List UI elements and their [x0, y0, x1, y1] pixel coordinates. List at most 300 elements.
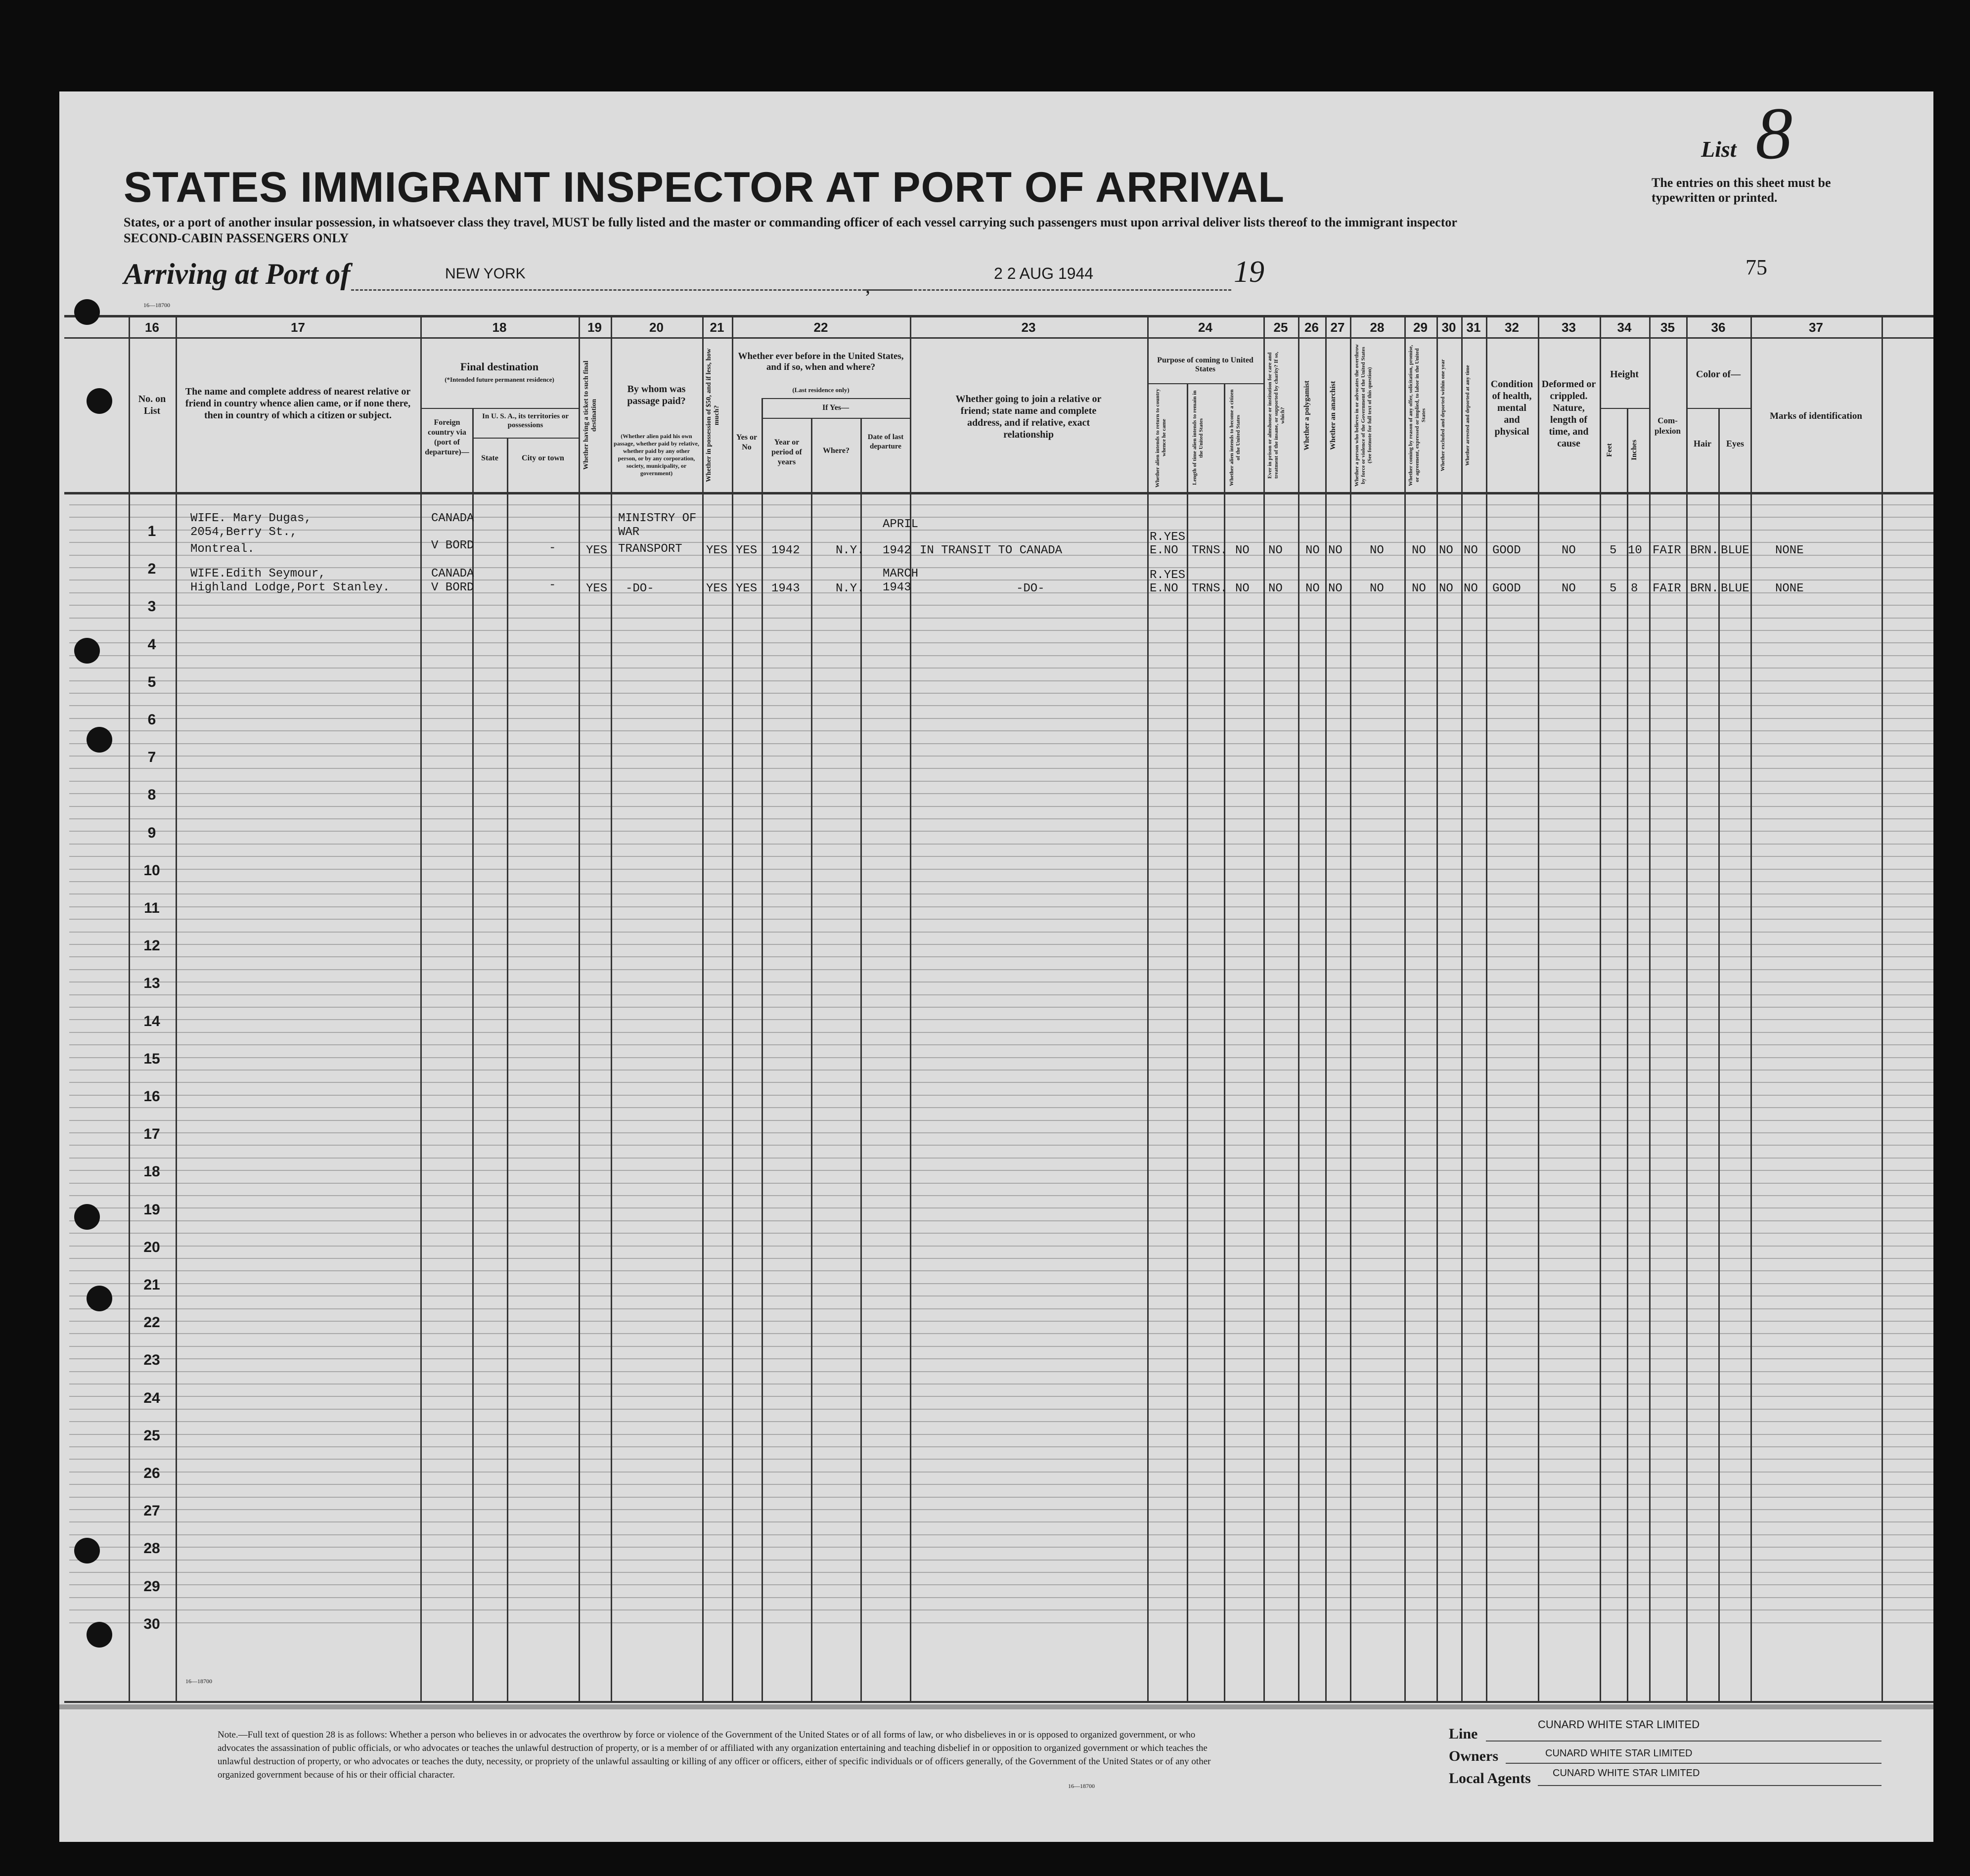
- ruled-line: [69, 1497, 1933, 1498]
- hdr-state: State: [481, 454, 498, 462]
- row2-feet: 5: [1610, 582, 1617, 595]
- col-line-36: [1686, 315, 1688, 1701]
- hdr-city: City or town: [522, 454, 564, 462]
- ruled-line: [69, 605, 1933, 606]
- row1-purpose-e: E.NO: [1150, 544, 1178, 557]
- agents-label: Local Agents: [1449, 1770, 1531, 1787]
- row2-eyes: BLUE: [1721, 582, 1749, 595]
- row-number: 26: [143, 1465, 160, 1481]
- port-value: NEW YORK: [445, 266, 526, 282]
- hdr-feet: Feet: [1606, 443, 1613, 457]
- row-number: 2: [147, 561, 156, 578]
- row2-length: TRNS.: [1192, 582, 1228, 595]
- ruled-line: [69, 1358, 1933, 1359]
- colno-34: 34: [1617, 320, 1632, 335]
- ruled-line: [69, 1019, 1933, 1020]
- hdr-marks: Marks of identification: [1770, 411, 1862, 421]
- ruled-line: [69, 618, 1933, 619]
- colno-18: 18: [492, 320, 507, 335]
- ruled-line: [69, 1158, 1933, 1159]
- line-label: Line: [1449, 1726, 1478, 1742]
- col-line-24a: [1187, 383, 1188, 1701]
- colno-16: 16: [145, 320, 159, 335]
- ruled-line: [69, 542, 1933, 543]
- ruled-line: [69, 718, 1933, 719]
- ruled-line: [69, 893, 1933, 894]
- col-line-21: [702, 315, 704, 1701]
- row2-relative-line2: Highland Lodge,Port Stanley.: [190, 581, 390, 594]
- ruled-line: [69, 881, 1933, 882]
- row-number: 15: [143, 1050, 160, 1067]
- header-bottom-border: [64, 492, 1933, 494]
- colno-33: 33: [1562, 320, 1576, 335]
- ruled-line: [69, 1609, 1933, 1610]
- ruled-line: [69, 1044, 1933, 1045]
- ruled-line: [69, 1308, 1933, 1309]
- colno-28: 28: [1370, 320, 1385, 335]
- ruled-line: [69, 1145, 1933, 1146]
- hdr-complexion: Complexion: [1655, 416, 1681, 436]
- form-code-bottom: 16—18700: [185, 1678, 212, 1685]
- row1-relative-line3: Montreal.: [190, 542, 255, 556]
- owners-label: Owners: [1449, 1748, 1498, 1764]
- row2-purpose-r: R.YES: [1150, 569, 1186, 582]
- hdr-inches: Inches: [1630, 440, 1638, 460]
- hdr-prison: Ever in prison or almshouse or institution for care and treatment of the insane, or supported by charity? If so, which?: [1267, 352, 1286, 479]
- ruled-line: [69, 705, 1933, 706]
- hdr-q31: Whether arrested and deported at any time: [1465, 365, 1471, 466]
- colno-24: 24: [1198, 320, 1212, 335]
- row1-length: TRNS.: [1192, 544, 1228, 557]
- row-number: 3: [147, 598, 156, 615]
- row1-relative-line2: 2054,Berry St.,: [190, 526, 298, 539]
- colno-21: 21: [710, 320, 724, 335]
- ruled-line: [69, 1572, 1933, 1573]
- ruled-line: [69, 743, 1933, 744]
- ruled-line: [69, 1283, 1933, 1284]
- col-line-27: [1325, 315, 1327, 1701]
- binder-hole: [74, 638, 100, 664]
- col-line-37: [1750, 315, 1752, 1701]
- col-line-32: [1486, 315, 1487, 1701]
- row-number: 10: [143, 862, 160, 879]
- row1-marks: NONE: [1775, 544, 1804, 557]
- row-number: 17: [143, 1126, 160, 1143]
- row1-citizen: NO: [1235, 544, 1250, 557]
- ruled-line: [69, 693, 1933, 694]
- colno-32: 32: [1505, 320, 1519, 335]
- hdr-yes-no: Yes or No: [736, 433, 758, 451]
- col-line-34a: [1627, 408, 1628, 1701]
- col-line-29: [1404, 315, 1406, 1701]
- comma: ,: [865, 275, 870, 297]
- row-number: 20: [143, 1239, 160, 1255]
- colno-31: 31: [1466, 320, 1481, 335]
- ruled-line: [69, 1032, 1933, 1033]
- hdr-final-destination: Final destination: [460, 360, 539, 373]
- ruled-line: [69, 1509, 1933, 1510]
- hdr-year-period: Year or period of years: [771, 438, 802, 466]
- ruled-line: [69, 1195, 1933, 1196]
- ruled-line: [69, 1547, 1933, 1548]
- row1-year: 1942: [771, 544, 800, 557]
- hdr-polygamist: Whether a polygamist: [1303, 380, 1311, 450]
- ruled-line: [69, 956, 1933, 957]
- row-number: 11: [144, 900, 160, 916]
- binder-hole: [74, 299, 100, 325]
- list-label: List: [1701, 136, 1737, 162]
- col-line-24b: [1224, 383, 1225, 1701]
- row1-hair: BRN.: [1690, 544, 1719, 557]
- footer-divider: [59, 1704, 1933, 1709]
- ruled-line: [69, 781, 1933, 782]
- ruled-line: [69, 1170, 1933, 1171]
- row2-marks: NONE: [1775, 582, 1804, 595]
- col-line-26: [1298, 315, 1299, 1701]
- row1-polygamist: NO: [1305, 544, 1320, 557]
- hdr-anarchist: Whether an anarchist: [1329, 381, 1337, 450]
- colno-37: 37: [1809, 320, 1823, 335]
- row-number: 25: [143, 1427, 160, 1444]
- col-line-18b: [507, 438, 508, 1701]
- row2-inches: 8: [1631, 582, 1638, 595]
- binder-hole: [87, 1622, 112, 1648]
- ruled-line: [69, 1082, 1933, 1083]
- hdr-join-relative: Whether going to join a relative or friend; state name and complete address, and if relative, exact relationship: [955, 394, 1102, 440]
- row-number: 13: [143, 975, 160, 992]
- row2-possession: YES: [706, 582, 728, 595]
- ruled-line: [69, 768, 1933, 769]
- year-label: 19: [1234, 255, 1264, 289]
- ruled-line: [69, 1333, 1933, 1334]
- col-line-22b: [811, 418, 812, 1701]
- col-line-22: [732, 315, 733, 1701]
- ruled-line: [69, 1007, 1933, 1008]
- hdr-purpose-b: Length of time alien intends to remain in the United States: [1192, 390, 1204, 486]
- ruled-line: [69, 1484, 1933, 1485]
- ruled-line: [69, 668, 1933, 669]
- row-number: 4: [147, 636, 156, 653]
- list-number: 8: [1755, 92, 1792, 175]
- row-number: 14: [143, 1013, 160, 1029]
- ruled-line: [69, 517, 1933, 518]
- row2-ever-before: YES: [736, 582, 758, 595]
- row-number: 29: [143, 1578, 160, 1595]
- ruled-line: [69, 844, 1933, 845]
- row2-departure-month: MARCH: [883, 567, 919, 581]
- ruled-line: [69, 1421, 1933, 1422]
- ruled-line: [69, 1107, 1933, 1108]
- row1-complexion: FAIR: [1653, 544, 1681, 557]
- hdr-purpose-c: Whether alien intends to become a citizen of the United States: [1229, 389, 1241, 487]
- row2-hair: BRN.: [1690, 582, 1719, 595]
- row1-passage-line3: TRANSPORT: [618, 542, 682, 556]
- ruled-line: [69, 1346, 1933, 1347]
- form-code-top: 16—18700: [143, 302, 170, 309]
- colno-29: 29: [1413, 320, 1428, 335]
- ruled-line: [69, 1321, 1933, 1322]
- ruled-line: [69, 1270, 1933, 1271]
- ruled-line: [69, 1409, 1933, 1410]
- col-line-31: [1461, 315, 1463, 1701]
- col-line-17: [176, 315, 177, 1701]
- binder-hole: [87, 1286, 112, 1311]
- row2-join: -DO-: [1016, 582, 1045, 595]
- hdr-where: Where?: [823, 447, 850, 455]
- ruled-line: [69, 1597, 1933, 1598]
- colno-27: 27: [1330, 320, 1345, 335]
- ruled-line: [69, 1384, 1933, 1385]
- owners-underline: [1506, 1763, 1881, 1764]
- ruled-line: [69, 1120, 1933, 1121]
- ruled-line: [69, 567, 1933, 568]
- row1-inches: 10: [1628, 544, 1642, 557]
- col-line-18: [420, 315, 422, 1701]
- row-number: 8: [147, 787, 156, 804]
- col-line-34: [1600, 315, 1601, 1701]
- row-number: 12: [143, 938, 160, 954]
- ruled-line: [69, 1258, 1933, 1259]
- ruled-line: [69, 1396, 1933, 1397]
- hdr-height: Height: [1610, 369, 1639, 380]
- col-line-22c: [860, 418, 862, 1701]
- row1-eyes: BLUE: [1721, 544, 1749, 557]
- subline-22: [761, 398, 910, 399]
- hdr-possession: Whether in possession of $50, and if less, how much?: [705, 348, 720, 483]
- ruled-line: [69, 680, 1933, 681]
- row-number: 24: [143, 1389, 160, 1406]
- row1-departure-year: 1942: [883, 544, 911, 557]
- row1-departure-month: APRIL: [883, 518, 919, 531]
- hdr-if-yes: If Yes—: [822, 403, 850, 412]
- hdr-deformed: Deformed or crippled. Nature, length of time, and cause: [1541, 379, 1596, 449]
- row-number: 19: [143, 1201, 160, 1218]
- row1-relative-line1: WIFE. Mary Dugas,: [190, 512, 312, 525]
- ruled-line: [69, 1183, 1933, 1184]
- ruled-line: [69, 1434, 1933, 1435]
- line-value: CUNARD WHITE STAR LIMITED: [1538, 1718, 1700, 1731]
- subline-22b: [761, 418, 910, 419]
- port-underline: [351, 289, 910, 291]
- hdr-q28: Whether a person who believes in or advocates the overthrow by force or violence of the Government of the United States (See footnote for full text of this question): [1354, 344, 1373, 487]
- ruled-line: [69, 1057, 1933, 1058]
- row1-purpose-r: R.YES: [1150, 531, 1186, 544]
- hdr-passage-note: (Whether alien paid his own passage, whether paid by relative, whether paid by any other person, or by any corporation, society, municipality, or government): [614, 433, 699, 477]
- ruled-line: [69, 1295, 1933, 1296]
- ruled-line: [69, 1207, 1933, 1208]
- ruled-line: [69, 530, 1933, 531]
- ruled-line: [69, 756, 1933, 757]
- row-number: 28: [143, 1540, 160, 1557]
- row1-q29: NO: [1412, 544, 1426, 557]
- page-subtitle: States, or a port of another insular possession, in whatsoever class they travel, MUST be fully listed and the master or commanding officer of each vessel carrying such passengers must upon arrival deliver lists thereof to the immigrant inspector: [124, 215, 1457, 229]
- hdr-purpose: Purpose of coming to United States: [1157, 356, 1254, 373]
- footer-note: Note.—Full text of question 28 is as follows: Whether a person who believes in or advocates the overthrow by force or violence of the Government of the United States or of all forms of law, or who disbelieves in or is opposed to organized government, or who advocates the assassination of public officials, or who advocates or teaches the unlawful destruction of property, or is a member of or affiliated with any organization entertaining and teaching disbelief in or opposition to organized government or which teaches the unlawful destruction of property, or who advocates or teaches the duty, necessity, or propriety of the unlawful assaulting or killing of any officer or officers, either of specific individuals or of officers generally, of the Government of the United States or of any other organized government because of his or their official character.: [218, 1730, 1211, 1780]
- hdr-foreign-country: Foreign country via (port of departure)—: [425, 418, 469, 456]
- col-line-36a: [1718, 408, 1720, 1701]
- row2-q29: NO: [1412, 582, 1426, 595]
- ruled-line: [69, 504, 1933, 505]
- ruled-line: [69, 944, 1933, 945]
- subline-18: [420, 408, 579, 409]
- row1-deformed: NO: [1562, 544, 1576, 557]
- ruled-line: [69, 906, 1933, 907]
- row2-where: N.Y.: [836, 582, 864, 595]
- ruled-line: [69, 1521, 1933, 1522]
- row1-anarchist: NO: [1328, 544, 1343, 557]
- row1-possession: YES: [706, 544, 728, 557]
- col-line-16: [129, 315, 130, 1701]
- binder-hole: [74, 1538, 100, 1563]
- page-title: STATES IMMIGRANT INSPECTOR AT PORT OF ARRIVAL: [124, 164, 1285, 211]
- row2-passage: -DO-: [626, 582, 654, 595]
- ruled-line: [69, 1233, 1933, 1234]
- row2-purpose-e: E.NO: [1150, 582, 1178, 595]
- hdr-in-usa: In U. S. A., its territories or possessions: [482, 412, 569, 429]
- row2-city: -: [549, 579, 556, 592]
- ruled-line: [69, 1246, 1933, 1247]
- hdr-relative-address: The name and complete address of nearest relative or friend in country whence alien came, or if none there, then in country of which a citizen or subject.: [185, 386, 411, 421]
- row2-q28: NO: [1370, 582, 1384, 595]
- ruled-line: [69, 630, 1933, 631]
- subline-36: [1686, 408, 1750, 409]
- row2-q30: NO: [1439, 582, 1453, 595]
- ruled-line: [69, 1622, 1933, 1623]
- row2-port-departure: V BORD: [431, 581, 474, 594]
- row2-departure-year: 1943: [883, 581, 911, 594]
- colno-30: 30: [1441, 320, 1456, 335]
- ruled-line: [69, 869, 1933, 870]
- colno-26: 26: [1304, 320, 1319, 335]
- ruled-line: [69, 730, 1933, 731]
- row2-anarchist: NO: [1328, 582, 1343, 595]
- ruled-line: [69, 793, 1933, 794]
- subline-24: [1147, 383, 1263, 384]
- ruled-line: [69, 1070, 1933, 1071]
- subline-18b: [472, 438, 579, 439]
- row1-city: -: [549, 541, 556, 555]
- row-number: 1: [147, 523, 156, 539]
- row1-prison: NO: [1268, 544, 1283, 557]
- binder-hole: [74, 1204, 100, 1230]
- binder-hole: [87, 388, 112, 414]
- ruled-line: [69, 1220, 1933, 1221]
- col-line-22a: [761, 398, 763, 1701]
- hdr-passage-paid: By whom was passage paid?: [627, 384, 686, 406]
- row2-foreign-country: CANADA: [431, 567, 474, 581]
- row1-foreign-country: CANADA: [431, 512, 474, 525]
- row1-ticket: YES: [586, 544, 608, 557]
- ruled-line: [69, 1095, 1933, 1096]
- colno-17: 17: [291, 320, 305, 335]
- ruled-line: [69, 831, 1933, 832]
- hdr-color-of: Color of—: [1696, 369, 1741, 380]
- ruled-line: [69, 1371, 1933, 1372]
- hdr-q30: Whether excluded and deported within one year: [1440, 359, 1446, 472]
- colno-23: 23: [1021, 320, 1036, 335]
- date-underline: [865, 289, 1231, 291]
- row-number: 9: [147, 824, 156, 841]
- ruled-line: [69, 1534, 1933, 1535]
- row2-polygamist: NO: [1305, 582, 1320, 595]
- colno-20: 20: [649, 320, 664, 335]
- hdr-ever-before: Whether ever before in the United States, and if so, when and where?: [738, 351, 904, 372]
- row1-port-departure: V BORD: [431, 539, 474, 552]
- hdr-no-on-list: No. on List: [138, 394, 166, 416]
- row2-complexion: FAIR: [1653, 582, 1681, 595]
- row1-feet: 5: [1610, 544, 1617, 557]
- row1-q31: NO: [1464, 544, 1478, 557]
- table-bottom-border: [64, 1701, 1933, 1703]
- binder-hole: [87, 727, 112, 753]
- row-number: 27: [143, 1503, 160, 1519]
- ruled-line: [69, 1560, 1933, 1561]
- ruled-line: [69, 1472, 1933, 1473]
- colno-25: 25: [1273, 320, 1288, 335]
- line-underline: [1486, 1741, 1881, 1742]
- agents-value: CUNARD WHITE STAR LIMITED: [1553, 1768, 1700, 1779]
- ruled-line: [69, 919, 1933, 920]
- row2-citizen: NO: [1235, 582, 1250, 595]
- arriving-label: Arriving at Port of: [124, 258, 351, 290]
- col-line-19: [579, 315, 580, 1701]
- colno-36: 36: [1711, 320, 1726, 335]
- col-line-28: [1350, 315, 1351, 1701]
- ruled-line: [69, 856, 1933, 857]
- row-number: 7: [147, 749, 156, 766]
- col-line-20: [611, 315, 612, 1701]
- row-number: 16: [143, 1088, 160, 1105]
- ruled-line: [69, 994, 1933, 995]
- ruled-line: [69, 1584, 1933, 1585]
- ruled-line: [69, 1459, 1933, 1460]
- ruled-line: [69, 806, 1933, 807]
- row-number: 22: [143, 1314, 160, 1331]
- row2-health: GOOD: [1492, 582, 1521, 595]
- row-number: 6: [147, 712, 156, 728]
- ruled-line: [69, 1446, 1933, 1447]
- class-line: SECOND-CABIN PASSENGERS ONLY: [124, 231, 349, 245]
- ruled-line: [69, 642, 1933, 643]
- colno-35: 35: [1660, 320, 1675, 335]
- hdr-eyes: Eyes: [1726, 439, 1744, 448]
- row1-passage-line1: MINISTRY OF: [618, 512, 697, 525]
- ruled-line: [69, 655, 1933, 656]
- col-line-30: [1436, 315, 1438, 1701]
- arrival-date: 2 2 AUG 1944: [994, 265, 1094, 282]
- agents-underline: [1538, 1785, 1881, 1786]
- row-number: 5: [147, 673, 156, 690]
- col-line-33: [1538, 315, 1539, 1701]
- ruled-line: [69, 818, 1933, 819]
- owners-value: CUNARD WHITE STAR LIMITED: [1545, 1748, 1693, 1759]
- col-line-18a: [472, 408, 474, 1701]
- ruled-line: [69, 1132, 1933, 1133]
- row-number: 23: [143, 1352, 160, 1369]
- hdr-hair: Hair: [1694, 439, 1711, 448]
- table-top-border: [64, 315, 1933, 317]
- row2-prison: NO: [1268, 582, 1283, 595]
- row1-q28: NO: [1370, 544, 1384, 557]
- ruled-line: [69, 932, 1933, 933]
- hdr-health: Condition of health, mental and physical: [1490, 379, 1533, 437]
- hdr-ever-before-note: (Last residence only): [792, 386, 850, 394]
- hdr-purpose-a: Whether alien intends to return to country whence he came: [1155, 388, 1167, 488]
- ruled-line: [69, 982, 1933, 983]
- row2-relative-line1: WIFE.Edith Seymour,: [190, 567, 326, 581]
- sheet-number: 75: [1746, 255, 1767, 279]
- row-number: 18: [143, 1163, 160, 1180]
